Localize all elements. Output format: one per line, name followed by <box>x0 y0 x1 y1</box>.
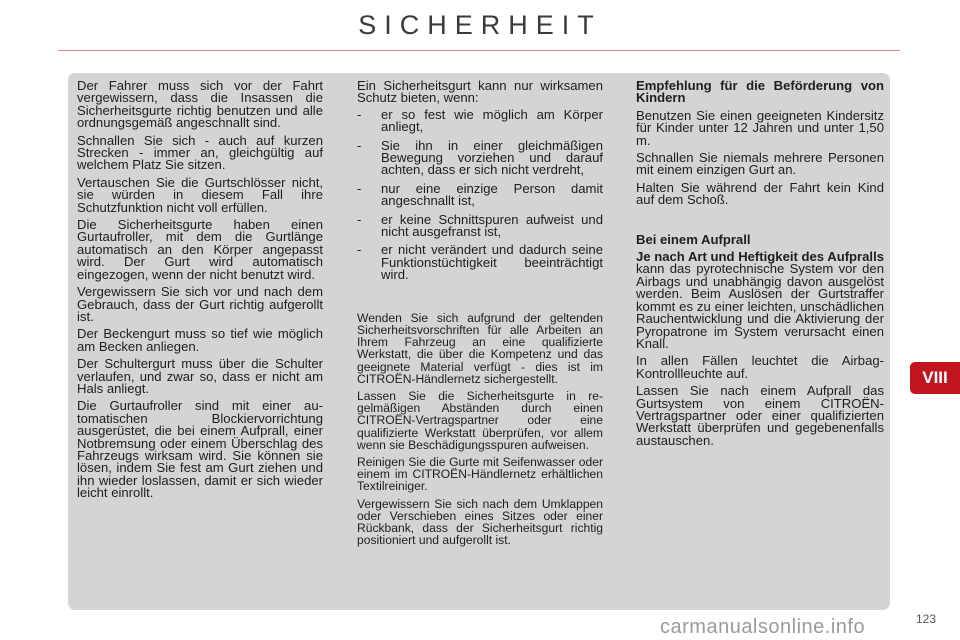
paragraph: Lassen Sie nach einem Aufprall das Gurtsystem von einem CITROËN-Vertragspartner oder einer qualifizierten Werkstatt überprüfen und gegebenenfalls austauschen. <box>636 383 884 448</box>
watermark: carmanualsonline.info <box>660 616 866 638</box>
list-item: - Sie ihn in einer gleichmäßigen Bewegung vorziehen und darauf achten, dass er sich nicht verdreht, <box>357 137 603 178</box>
paragraph: Vergewissern Sie sich nach dem Umklappen oder Verschieben eines Sitzes oder einer Rückbank, dass der Sicherheitsgurt richtig positioniert und aufgerollt ist. <box>357 496 603 548</box>
paragraph: Der Schultergurt muss über die Schulter verlaufen, und zwar so, dass er nicht am Hals anliegt. <box>77 356 323 396</box>
impact-heading: Bei einem Aufprall <box>636 231 751 247</box>
column-belt-usage <box>77 80 323 505</box>
list-item: - nur eine einzige Person damit angeschnallt ist, <box>357 180 603 209</box>
column-belt-conditions <box>357 80 603 551</box>
chapter-tab: VIII <box>910 362 960 394</box>
paragraph: Die Sicherheitsgurte haben einen Gurtaufroller, mit dem die Gurtlänge automatisch an den Körper angepasst wird. Der Gurt wird automatisch eingezogen, wenn der nicht benutzt wird. <box>77 217 323 282</box>
paragraph: Lassen Sie die Sicherheitsgurte in regelmäßigen Abständen durch einen CITROËN-Vertragspartner oder eine qualifizierte Werkstatt überprüfen, vor allem wenn sie Beschädigungsspuren aufweisen. <box>357 388 603 452</box>
paragraph: Der Beckengurt muss so tief wie möglich am Becken anliegen. <box>77 326 323 354</box>
service-notes <box>357 312 603 547</box>
conditions-list <box>357 106 603 283</box>
paragraph: In allen Fällen leuchtet die Airbag-Kontrollleuchte auf. <box>636 353 884 381</box>
paragraph: Halten Sie während der Fahrt kein Kind auf dem Schoß. <box>636 179 884 208</box>
list-item: - er so fest wie möglich am Körper anliegt, <box>357 106 603 135</box>
paragraph: Die Gurtaufroller sind mit einer automatischen Blockiervorrichtung ausgerüstet, die bei einem Aufprall, einer Notbremsung oder einem Überschlag des Fahrzeugs wirksam wird. Sie können sie lösen, indem Sie fest am Gurt ziehen und ihn wieder loslassen, damit er sich wieder leicht einrollt. <box>77 398 323 501</box>
dash-marker: - <box>357 106 362 122</box>
page-number: 123 <box>916 612 937 626</box>
conditions-intro: Ein Sicherheitsgurt kann nur wirksamen Schutz bieten, wenn: <box>357 78 603 106</box>
dash-marker: - <box>357 211 362 227</box>
impact-lead: Je nach Art und Heftigkeit des Aufpralls kann das pyrotechnische System vor den Airbags und unabhängig davon ausgelöst werden. Beim Auslösen der Gurtstraffer kommt es zu einer leichten, unschädlichen Rauchentwicklung und die Aktivierung der Pyropatrone im System verursacht einen Knall. <box>636 249 884 351</box>
paragraph: Der Fahrer muss sich vor der Fahrt vergewissern, dass die Insassen die Sicherheitsgurte richtig benutzen und alle ordnungsgemäß angeschnallt sind. <box>77 78 323 131</box>
column-children-and-impact <box>636 80 884 452</box>
paragraph: Wenden Sie sich aufgrund der geltenden Sicherheitsvorschriften für alle Arbeiten an Ihrem Fahrzeug an eine qualifizierte Werkstatt, die über die Kompetenz und das geeignete Material verfügt - dies ist im CITROËN-Händlernetz sichergestellt. <box>357 310 603 386</box>
children-heading: Empfehlung für die Beförderung von Kindern <box>636 78 884 106</box>
list-item: - er keine Schnittspuren aufweist und nicht ausgefranst ist, <box>357 211 603 240</box>
dash-marker: - <box>357 137 362 153</box>
paragraph: Reinigen Sie die Gurte mit Seifenwasser oder einem im CITROËN-Händlernetz erhältlichen Textilreiniger. <box>357 454 603 494</box>
dash-marker: - <box>357 242 362 258</box>
paragraph: Schnallen Sie sich - auch auf kurzen Strecken - immer an, gleichgültig auf welchem Platz Sie sitzen. <box>77 132 323 173</box>
paragraph: Vergewissern Sie sich vor und nach dem Gebrauch, dass der Gurt richtig aufgerollt ist. <box>77 284 323 324</box>
title-rule <box>58 50 900 51</box>
paragraph: Schnallen Sie niemals mehrere Personen mit einem einzigen Gurt an. <box>636 150 884 178</box>
list-item: - er nicht verändert und dadurch seine Funktionstüchtigkeit beeinträchtigt wird. <box>357 242 603 283</box>
paragraph: Benutzen Sie einen geeigneten Kindersitz für Kinder unter 12 Jahren und unter 1,50 m. <box>636 107 884 148</box>
page-title: SICHERHEIT <box>358 10 602 40</box>
paragraph: Vertauschen Sie die Gurtschlösser nicht, sie würden in diesem Fall ihre Schutzfunktion nicht voll erfüllen. <box>77 174 323 215</box>
dash-marker: - <box>357 180 362 196</box>
